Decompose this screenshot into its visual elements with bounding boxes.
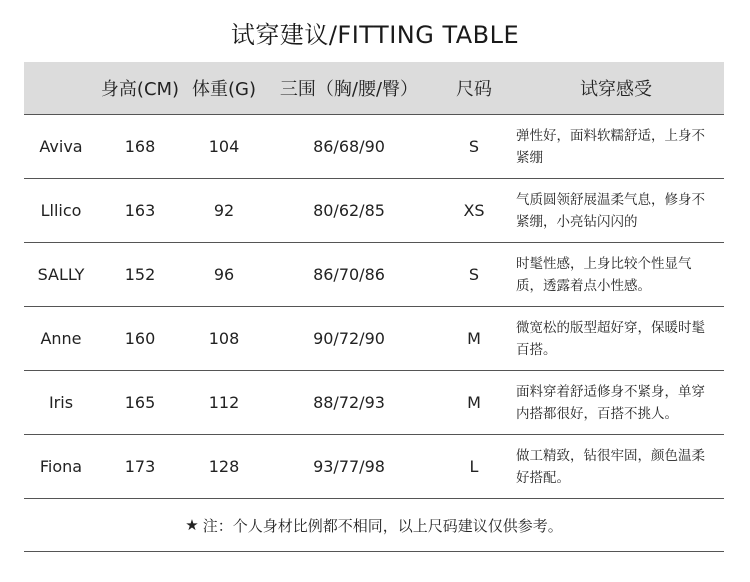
footnote [24,499,724,552]
footnote-text: 注：个人身材比例都不相同，以上尺码建议仅供参考。 [202,516,563,535]
cell-measurements: 80/62/85 [313,201,385,220]
header-name [24,62,98,114]
cell-name: Iris [48,393,74,412]
cell-measurements: 88/72/93 [313,393,385,412]
cell-size: S [468,137,480,156]
cell-name: SALLY [37,265,85,284]
cell-feedback: 面料穿着舒适修身不紧身，单穿内搭都很好，百搭不挑人。 [516,383,705,422]
cell-feedback: 做工精致，钻很牢固，颜色温柔好搭配。 [516,447,705,486]
cell-feedback: 气质圆领舒展温柔气息，修身不紧绷，小亮钻闪闪的 [516,191,705,230]
table-row [24,435,724,499]
cell-weight: 112 [208,393,240,412]
cell-height: 160 [124,329,156,348]
cell-name: Aviva [39,137,83,156]
table-row [24,179,724,243]
cell-weight: 96 [213,265,235,284]
cell-weight: 108 [208,329,240,348]
cell-measurements: 90/72/90 [313,329,385,348]
table-row [24,307,724,371]
cell-height: 163 [124,201,156,220]
header-size: 尺码 [456,79,492,100]
table-header [24,62,724,115]
cell-name: Lllico [40,201,82,220]
cell-size: S [468,265,480,284]
table-row [24,371,724,435]
header-measurements: 三围（胸/腰/臀） [279,79,419,100]
header-feedback: 试穿感受 [580,79,652,100]
cell-size: XS [463,201,485,220]
cell-measurements: 86/68/90 [313,137,385,156]
cell-height: 168 [124,137,156,156]
cell-measurements: 93/77/98 [313,457,385,476]
table-row [24,115,724,179]
cell-height: 152 [124,265,156,284]
header-weight: 体重(G) [192,79,256,100]
cell-measurements: 86/70/86 [313,265,385,284]
cell-size: L [469,457,479,476]
cell-weight: 92 [213,201,235,220]
cell-feedback: 时髦性感，上身比较个性显气质，透露着点小性感。 [516,255,692,294]
page-title: 试穿建议/FITTING TABLE [230,21,520,49]
cell-feedback: 微宽松的版型超好穿，保暖时髦百搭。 [516,319,705,358]
cell-name: Fiona [39,457,83,476]
cell-height: 165 [124,393,156,412]
table-row [24,243,724,307]
fitting-table [24,62,724,552]
cell-name: Anne [40,329,82,348]
cell-height: 173 [124,457,156,476]
cell-weight: 104 [208,137,240,156]
cell-weight: 128 [208,457,240,476]
header-height: 身高(CM) [100,79,180,100]
cell-feedback: 弹性好，面料软糯舒适，上身不紧绷 [516,127,705,166]
cell-size: M [467,393,481,412]
star-icon: ★ [185,516,199,534]
cell-size: M [467,329,481,348]
